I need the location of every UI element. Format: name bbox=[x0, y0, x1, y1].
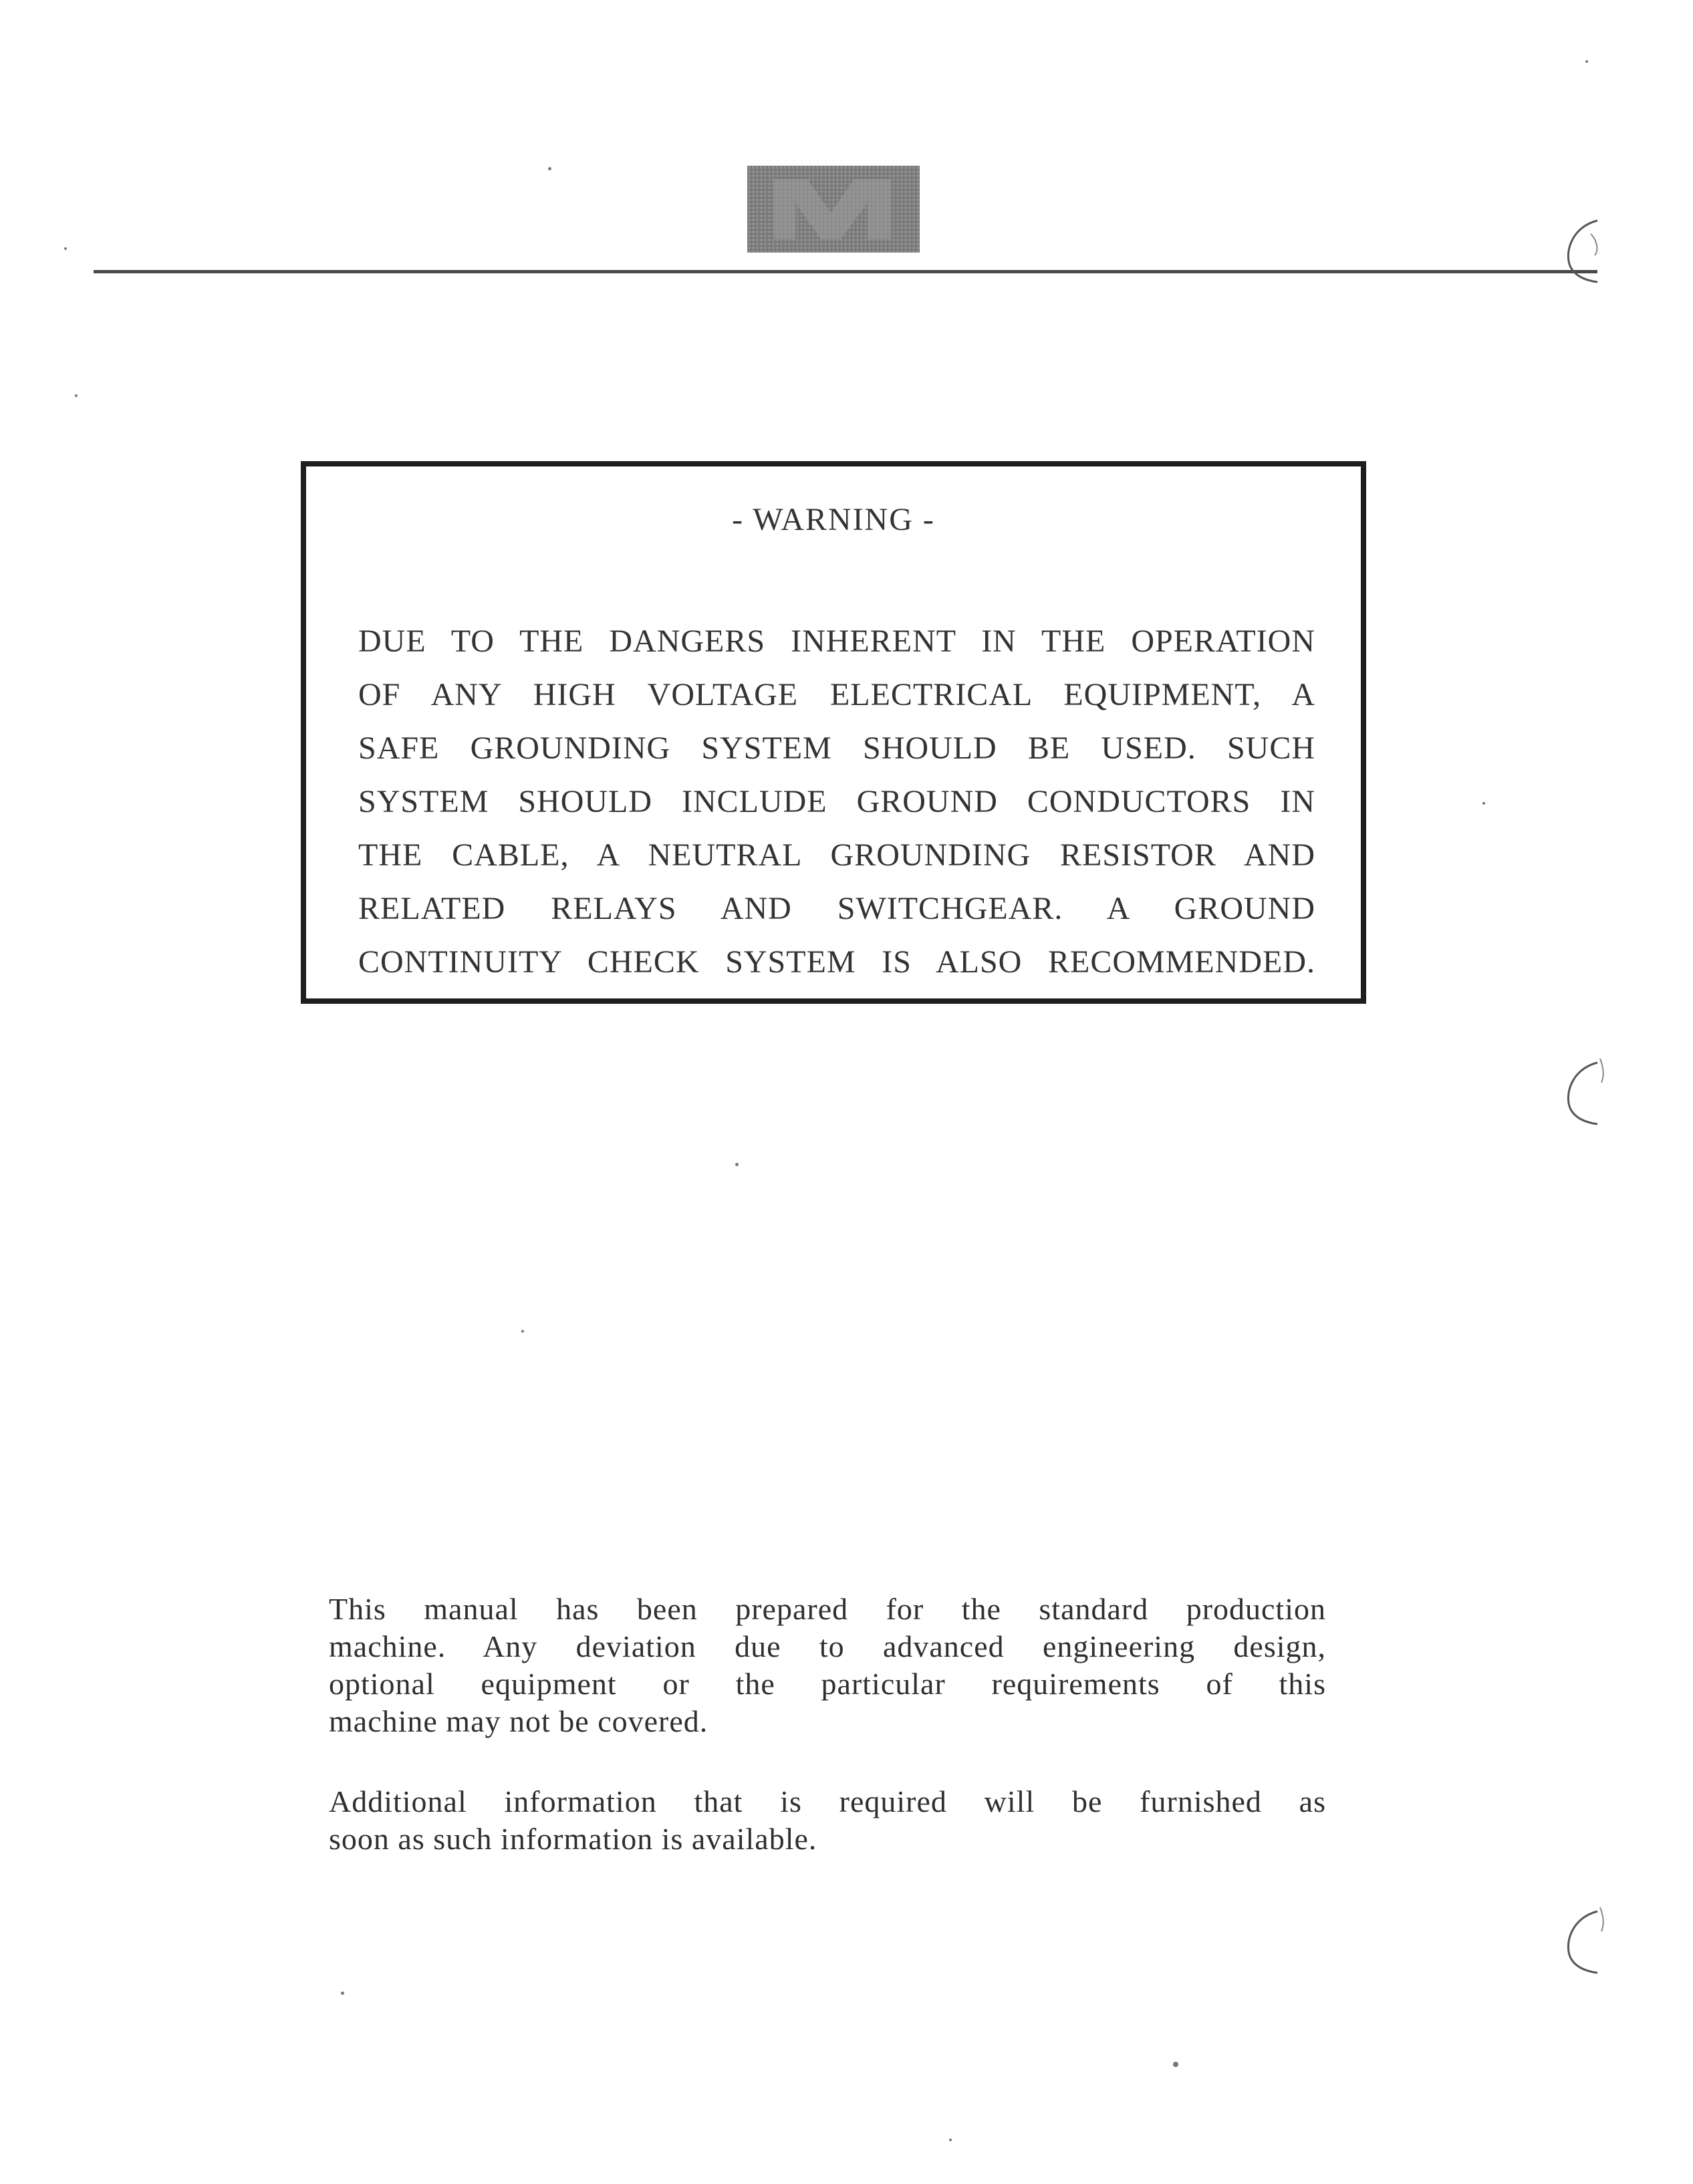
punch-hole-bottom-icon bbox=[1551, 1905, 1611, 1978]
scan-speck bbox=[1585, 60, 1588, 63]
warning-body bbox=[358, 615, 1315, 989]
warning-line: CONTINUITY CHECK SYSTEM IS ALSO RECOMMENDED. bbox=[358, 944, 1315, 980]
warning-line: SAFE GROUNDING SYSTEM SHOULD BE USED. SUCH bbox=[358, 730, 1315, 766]
header-rule bbox=[94, 270, 1597, 273]
scan-speck bbox=[1173, 2062, 1178, 2067]
scan-speck bbox=[521, 1330, 524, 1333]
warning-box bbox=[301, 461, 1366, 1004]
notice-line: This manual has been prepared for the standard production bbox=[329, 1592, 1326, 1626]
warning-line: THE CABLE, A NEUTRAL GROUNDING RESISTOR AND bbox=[358, 837, 1315, 873]
warning-line: DUE TO THE DANGERS INHERENT IN THE OPERATION bbox=[358, 624, 1315, 659]
scan-speck bbox=[341, 1992, 344, 1995]
scan-speck bbox=[949, 2139, 952, 2141]
scan-speck bbox=[64, 247, 67, 250]
scan-speck bbox=[548, 167, 551, 170]
warning-line: RELATED RELAYS AND SWITCHGEAR. A GROUND bbox=[358, 891, 1315, 926]
punch-hole-middle-icon bbox=[1551, 1056, 1611, 1129]
notice-line: Additional information that is required will be furnished as bbox=[329, 1784, 1326, 1818]
scan-speck bbox=[75, 394, 78, 397]
notice-line: optional equipment or the particular requirements of this bbox=[329, 1667, 1326, 1701]
warning-title: - WARNING - bbox=[732, 502, 935, 537]
company-logo-icon bbox=[747, 166, 920, 253]
notice-line: soon as such information is available. bbox=[329, 1822, 817, 1856]
punch-hole-top-icon bbox=[1551, 214, 1611, 287]
scan-speck bbox=[1482, 802, 1485, 805]
notice-line: machine. Any deviation due to advanced engineering design, bbox=[329, 1629, 1326, 1663]
warning-line: OF ANY HIGH VOLTAGE ELECTRICAL EQUIPMENT, A bbox=[358, 677, 1315, 712]
notice-line: machine may not be covered. bbox=[329, 1704, 708, 1738]
scan-speck bbox=[735, 1163, 739, 1166]
warning-line: SYSTEM SHOULD INCLUDE GROUND CONDUCTORS IN bbox=[358, 784, 1315, 819]
notice-paragraph-manual-scope bbox=[329, 1591, 1326, 1740]
notice-paragraph-additional-info bbox=[329, 1783, 1326, 1858]
